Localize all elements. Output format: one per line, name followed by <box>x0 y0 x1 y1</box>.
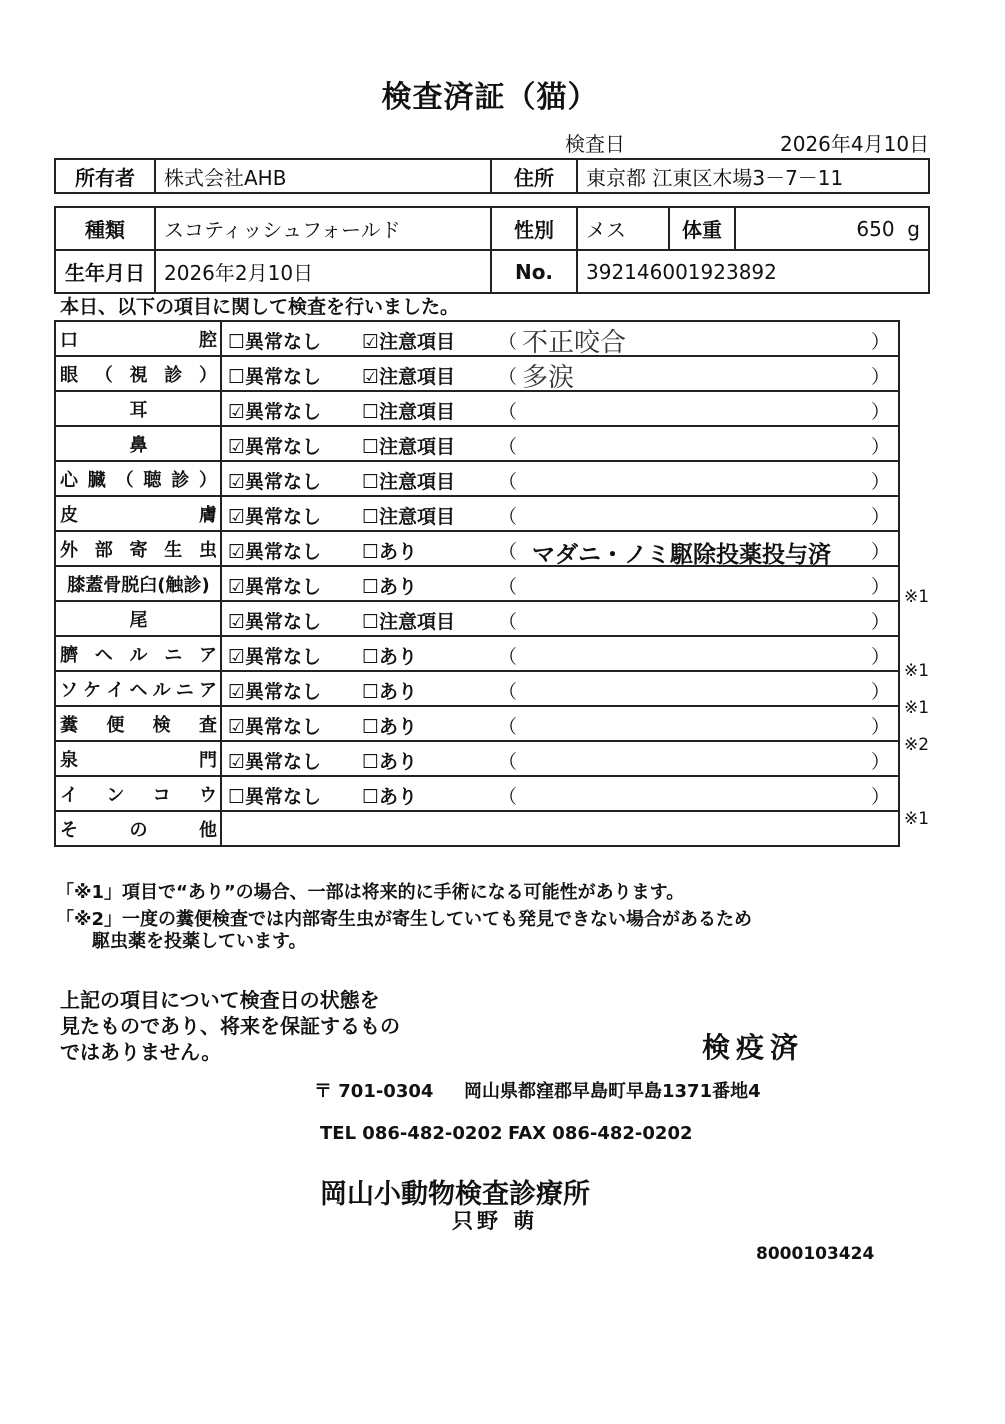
paren-close: ） <box>870 401 890 423</box>
exam-item-char: 腔 <box>199 329 217 351</box>
exam-item-label <box>56 606 220 632</box>
exam-item-char: ソ <box>60 679 78 701</box>
option-label: 異常なし <box>245 331 322 353</box>
checkbox-checked-icon: ☑ <box>228 716 246 738</box>
exam-result-cell <box>221 566 899 601</box>
checkbox-icon: ☐ <box>362 506 380 528</box>
exam-item-char: ア <box>198 679 217 701</box>
exam-option-normal <box>228 327 321 354</box>
option-label: あり <box>379 681 418 703</box>
paren-open: （ <box>498 506 518 528</box>
document-title: 検査済証（猫） <box>381 80 599 115</box>
exam-result-cell <box>221 601 899 636</box>
table-row <box>55 671 899 706</box>
exam-item-char: 糞 <box>60 714 78 736</box>
exam-item-char: 他 <box>199 819 217 841</box>
certification-line-3: ではありません。 <box>60 1040 222 1064</box>
table-row <box>55 356 899 391</box>
paren-open: （ <box>498 751 518 773</box>
table-row <box>55 601 899 636</box>
option-label: 注意項目 <box>379 366 456 388</box>
exam-item-char: 膚 <box>199 504 217 526</box>
birth-value: 2026年2月10日 <box>155 250 491 293</box>
birth-label: 生年月日 <box>55 250 155 293</box>
exam-result-cell <box>221 391 899 426</box>
exam-date-value: 2026年4月10日 <box>780 132 930 156</box>
exam-item-char: 便 <box>106 714 125 736</box>
table-row <box>55 531 899 566</box>
option-label: 異常なし <box>245 716 322 738</box>
exam-item-char: の <box>129 819 148 841</box>
paren-close: ） <box>870 471 890 493</box>
inspection-stamp: 検疫済 <box>702 1031 805 1064</box>
checkbox-checked-icon: ☑ <box>228 751 246 773</box>
exam-result-cell <box>221 706 899 741</box>
table-row <box>55 741 899 776</box>
exam-item-char: ル <box>152 679 171 701</box>
paren-open: （ <box>498 716 518 738</box>
exam-item-cell <box>55 461 221 496</box>
exam-item-label <box>56 641 220 667</box>
clinic-tel: TEL 086-482-0202 <box>320 1123 503 1144</box>
exam-option-normal <box>228 607 321 634</box>
exam-item-char: ン <box>106 784 125 806</box>
table-row <box>55 426 899 461</box>
reference-mark: ※1 <box>904 587 930 607</box>
exam-item-char: 外 <box>60 539 78 561</box>
weight-cell <box>735 207 929 250</box>
checkbox-icon: ☐ <box>228 786 246 808</box>
exam-item-char: 診 <box>164 364 183 386</box>
exam-item-label <box>56 676 220 702</box>
exam-item-char: 虫 <box>199 539 217 561</box>
checkbox-checked-icon: ☑ <box>228 436 246 458</box>
paren-close: ） <box>870 751 890 773</box>
exam-option-normal <box>228 747 321 774</box>
checkbox-icon: ☐ <box>362 576 380 598</box>
option-label: あり <box>379 646 418 668</box>
exam-option-normal <box>228 572 321 599</box>
checkbox-checked-icon: ☑ <box>228 576 246 598</box>
checkbox-checked-icon: ☑ <box>228 401 246 423</box>
intro-text: 本日、以下の項目に関して検査を行いました。 <box>60 296 460 318</box>
vet-name: 只野 萌 <box>452 1209 539 1233</box>
exam-result-cell <box>221 776 899 811</box>
exam-item-label <box>56 536 220 562</box>
exam-option-normal <box>228 712 321 739</box>
paren-close: ） <box>870 576 890 598</box>
exam-item-char: ニ <box>175 679 194 701</box>
exam-option-normal <box>228 677 321 704</box>
exam-item-cell <box>55 426 221 461</box>
exam-option-flag <box>362 362 455 389</box>
exam-option-normal <box>228 432 321 459</box>
paren-close: ） <box>870 681 890 703</box>
paren-close: ） <box>870 786 890 808</box>
checkbox-checked-icon: ☑ <box>228 681 246 703</box>
option-label: 注意項目 <box>379 471 456 493</box>
option-label: 異常なし <box>245 576 322 598</box>
table-row <box>55 391 899 426</box>
exam-option-flag <box>362 607 455 634</box>
exam-item-char: 視 <box>129 364 148 386</box>
exam-item-char: （ <box>115 469 134 491</box>
checkbox-checked-icon: ☑ <box>362 331 380 353</box>
exam-item-label <box>56 466 220 492</box>
exam-item-char: 臓 <box>87 469 106 491</box>
exam-item-label <box>56 501 220 527</box>
checkbox-checked-icon: ☑ <box>228 471 246 493</box>
exam-item-char: 査 <box>198 714 217 736</box>
exam-item-label <box>56 781 220 807</box>
exam-item-label <box>56 361 220 387</box>
exam-item-char: ） <box>199 364 217 386</box>
exam-item-cell <box>55 356 221 391</box>
exam-option-flag <box>362 782 417 809</box>
certification-line-2: 見たものであり、将来を保証するもの <box>60 1014 400 1038</box>
owner-value: 株式会社AHB <box>155 159 491 193</box>
exam-item-cell <box>55 496 221 531</box>
paren-open: （ <box>498 681 518 703</box>
option-label: 異常なし <box>245 541 322 563</box>
exam-item-label <box>56 711 220 737</box>
clinic-name: 岡山小動物検査診療所 <box>320 1179 590 1210</box>
exam-option-normal <box>228 362 321 389</box>
weight-label: 体重 <box>669 207 735 250</box>
paren-open: （ <box>498 611 518 633</box>
paren-open: （ <box>498 646 518 668</box>
option-label: 異常なし <box>245 646 322 668</box>
option-label: 異常なし <box>245 471 322 493</box>
table-row <box>55 811 899 846</box>
exam-item-cell <box>55 566 221 601</box>
type-value: スコティッシュフォールド <box>155 207 491 250</box>
checkbox-icon: ☐ <box>362 786 380 808</box>
checkbox-icon: ☐ <box>362 716 380 738</box>
exam-table <box>54 320 900 847</box>
type-label: 種類 <box>55 207 155 250</box>
option-label: 異常なし <box>245 681 322 703</box>
exam-result-cell <box>221 321 899 356</box>
checkbox-checked-icon: ☑ <box>228 541 246 563</box>
checkbox-icon: ☐ <box>362 681 380 703</box>
reference-mark: ※1 <box>904 698 930 718</box>
exam-item-char: イ <box>106 679 125 701</box>
exam-result-cell <box>221 496 899 531</box>
exam-date-label: 検査日 <box>565 132 625 156</box>
no-label: No. <box>491 250 577 293</box>
exam-item-char: 門 <box>199 749 217 771</box>
paren-open: （ <box>498 576 518 598</box>
exam-item-char: ヘ <box>129 679 148 701</box>
exam-item-char: 口 <box>60 329 78 351</box>
option-label: 注意項目 <box>379 401 456 423</box>
exam-result-cell <box>221 671 899 706</box>
certification-line-1: 上記の項目について検査日の状態を <box>60 988 380 1012</box>
exam-item-char: 聴 <box>143 469 162 491</box>
exam-item-char: 生 <box>164 539 183 561</box>
address-label: 住所 <box>491 159 577 193</box>
paren-close: ） <box>870 541 890 563</box>
paren-close: ） <box>870 366 890 388</box>
exam-option-flag <box>362 467 455 494</box>
checkbox-checked-icon: ☑ <box>228 646 246 668</box>
exam-option-normal <box>228 782 321 809</box>
checkbox-icon: ☐ <box>362 541 380 563</box>
option-label: 注意項目 <box>379 506 456 528</box>
exam-option-flag <box>362 502 455 529</box>
exam-item-char: コ <box>152 784 171 806</box>
option-label: 注意項目 <box>379 331 456 353</box>
exam-item-char: 部 <box>94 539 113 561</box>
option-label: 異常なし <box>245 436 322 458</box>
table-row <box>55 461 899 496</box>
checkbox-checked-icon: ☑ <box>228 506 246 528</box>
table-row <box>55 776 899 811</box>
exam-item-cell <box>55 706 221 741</box>
option-label: 異常なし <box>245 611 322 633</box>
exam-item-label <box>56 746 220 772</box>
exam-option-flag <box>362 677 417 704</box>
paren-close: ） <box>870 331 890 353</box>
option-label: あり <box>379 576 418 598</box>
exam-result-cell <box>221 811 899 846</box>
paren-open: （ <box>498 541 518 563</box>
exam-item-char: そ <box>60 819 78 841</box>
checkbox-icon: ☐ <box>362 751 380 773</box>
exam-item-char: 寄 <box>129 539 148 561</box>
clinic-fax: FAX 086-482-0202 <box>508 1123 693 1144</box>
exam-item-char: 検 <box>152 714 171 736</box>
exam-item-char: 臍 <box>60 644 78 666</box>
exam-item-char: ニ <box>164 644 183 666</box>
checkbox-icon: ☐ <box>362 401 380 423</box>
clinic-address: 岡山県都窪郡早島町早島1371番地4 <box>464 1081 761 1102</box>
exam-option-flag <box>362 432 455 459</box>
exam-result-cell <box>221 426 899 461</box>
paren-open: （ <box>498 471 518 493</box>
exam-item-char: 皮 <box>60 504 78 526</box>
paren-open: （ <box>498 786 518 808</box>
table-row <box>55 496 899 531</box>
paren-close: ） <box>870 436 890 458</box>
exam-result-cell <box>221 461 899 496</box>
exam-item-char: ヘ <box>94 644 113 666</box>
exam-item-cell <box>55 321 221 356</box>
exam-item-char: 尾 <box>129 609 148 631</box>
exam-note: マダニ・ノミ駆除投薬投与済 <box>532 542 831 568</box>
paren-close: ） <box>870 646 890 668</box>
checkbox-checked-icon: ☑ <box>362 366 380 388</box>
exam-item-char: ） <box>198 469 217 491</box>
exam-item-label <box>56 431 220 457</box>
checkbox-checked-icon: ☑ <box>228 611 246 633</box>
table-row <box>55 706 899 741</box>
exam-item-char: 鼻 <box>129 434 148 456</box>
checkbox-icon: ☐ <box>228 331 246 353</box>
table-row <box>55 566 899 601</box>
option-label: あり <box>379 716 418 738</box>
exam-item-cell <box>55 811 221 846</box>
footnote-2: 「※2」一度の糞便検査では内部寄生虫が寄生していても発見できない場合があるため <box>56 909 753 930</box>
exam-item-char: 耳 <box>129 399 148 421</box>
exam-item-char: ア <box>199 644 217 666</box>
exam-item-char: 眼 <box>60 364 78 386</box>
exam-item-char: ル <box>129 644 148 666</box>
exam-option-normal <box>228 537 321 564</box>
checkbox-icon: ☐ <box>228 366 246 388</box>
option-label: 異常なし <box>245 401 322 423</box>
exam-option-flag <box>362 537 417 564</box>
reference-mark: ※2 <box>904 735 930 755</box>
exam-item-cell <box>55 776 221 811</box>
sex-label: 性別 <box>491 207 577 250</box>
table-row <box>55 321 899 356</box>
checkbox-icon: ☐ <box>362 611 380 633</box>
exam-item-char: 泉 <box>60 749 78 771</box>
exam-option-normal <box>228 502 321 529</box>
exam-item-cell <box>55 741 221 776</box>
option-label: あり <box>379 541 418 563</box>
exam-result-cell <box>221 636 899 671</box>
address-value: 東京都 江東区木場3－7－11 <box>577 159 929 193</box>
option-label: 異常なし <box>245 786 322 808</box>
reference-mark: ※1 <box>904 809 930 829</box>
weight-value: 650 <box>856 216 895 241</box>
exam-option-normal <box>228 642 321 669</box>
exam-option-flag <box>362 747 417 774</box>
paren-close: ） <box>870 611 890 633</box>
exam-item-char: （ <box>94 364 113 386</box>
exam-item-label <box>56 396 220 422</box>
paren-close: ） <box>870 506 890 528</box>
exam-result-cell <box>221 356 899 391</box>
exam-item-label <box>56 816 220 842</box>
exam-item-label <box>56 571 220 597</box>
exam-result-cell <box>221 531 899 566</box>
checkbox-icon: ☐ <box>362 471 380 493</box>
exam-note: 多涙 <box>522 363 575 393</box>
exam-item-char: 心 <box>60 469 78 491</box>
owner-info-table <box>54 158 930 194</box>
exam-option-normal <box>228 397 321 424</box>
paren-open: （ <box>498 331 518 353</box>
option-label: 異常なし <box>245 751 322 773</box>
exam-option-flag <box>362 572 417 599</box>
sex-value: メス <box>577 207 669 250</box>
paren-close: ） <box>870 716 890 738</box>
table-row <box>55 636 899 671</box>
pet-info-table <box>54 206 930 294</box>
paren-open: （ <box>498 436 518 458</box>
footnote-2-cont: 駆虫薬を投薬しています。 <box>56 931 307 952</box>
checkbox-icon: ☐ <box>362 646 380 668</box>
exam-item-char: 膝蓋骨脱臼(触診) <box>67 574 210 596</box>
exam-item-cell <box>55 671 221 706</box>
document-number: 8000103424 <box>756 1244 875 1264</box>
exam-item-char: イ <box>60 784 78 806</box>
exam-item-label <box>56 326 220 352</box>
exam-item-char: 診 <box>171 469 190 491</box>
option-label: 異常なし <box>245 366 322 388</box>
owner-label: 所有者 <box>55 159 155 193</box>
weight-unit: g <box>907 216 920 241</box>
footnote-1: 「※1」項目で“あり”の場合、一部は将来的に手術になる可能性があります。 <box>56 882 685 903</box>
exam-option-flag <box>362 712 417 739</box>
option-label: 注意項目 <box>379 611 456 633</box>
paren-open: （ <box>498 401 518 423</box>
no-value: 392146001923892 <box>577 250 929 293</box>
exam-item-char: ウ <box>198 784 217 806</box>
postal-code: 〒 701-0304 <box>314 1081 434 1102</box>
checkbox-icon: ☐ <box>362 436 380 458</box>
reference-mark: ※1 <box>904 661 930 681</box>
exam-item-cell <box>55 391 221 426</box>
option-label: 注意項目 <box>379 436 456 458</box>
exam-item-cell <box>55 601 221 636</box>
exam-item-cell <box>55 636 221 671</box>
exam-note: 不正咬合 <box>522 328 627 358</box>
exam-option-normal <box>228 467 321 494</box>
option-label: あり <box>379 751 418 773</box>
exam-item-cell <box>55 531 221 566</box>
exam-result-cell <box>221 741 899 776</box>
paren-open: （ <box>498 366 518 388</box>
exam-option-flag <box>362 397 455 424</box>
option-label: あり <box>379 786 418 808</box>
exam-option-flag <box>362 642 417 669</box>
option-label: 異常なし <box>245 506 322 528</box>
exam-option-flag <box>362 327 455 354</box>
exam-item-char: ケ <box>83 679 102 701</box>
